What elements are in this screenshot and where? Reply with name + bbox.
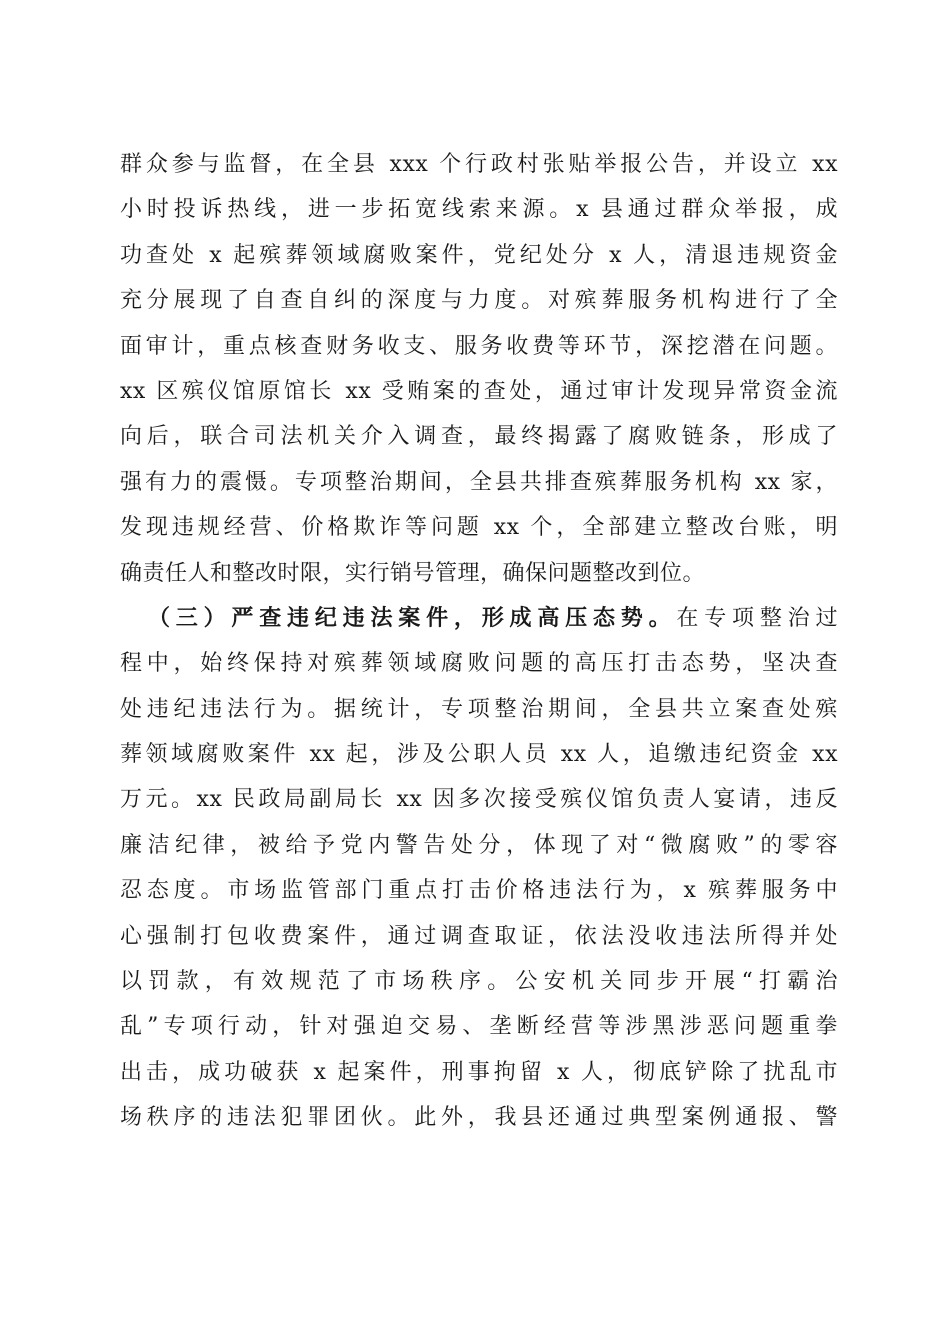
body-text	[120, 142, 838, 1141]
paragraph-line: 向后，联合司法机关介入调查，最终揭露了腐败链条，形成了	[120, 424, 838, 450]
paragraph-line: 小时投诉热线，进一步拓宽线索来源。x 县通过群众举报，成	[120, 197, 838, 223]
paragraph-line: 程中，始终保持对殡葬领域腐败问题的高压打击态势，坚决查	[120, 651, 838, 677]
section-first-line	[120, 596, 838, 641]
paragraph-line: 发现违规经营、价格欺诈等问题 xx 个，全部建立整改台账，明	[120, 515, 838, 541]
paragraph-line: 万元。xx 民政局副局长 xx 因多次接受殡仪馆负责人宴请，违反	[120, 787, 838, 813]
paragraph-line: 以罚款，有效规范了市场秩序。公安机关同步开展“打霸治	[120, 969, 838, 995]
section-first-line-text: 在专项整治过	[676, 605, 838, 631]
paragraph-line: 面审计，重点核查财务收支、服务收费等环节，深挖潜在问题。	[120, 333, 838, 359]
paragraph-line: 场秩序的违法犯罪团伙。此外，我县还通过典型案例通报、警	[120, 1105, 838, 1131]
paragraph-line: 乱”专项行动，针对强迫交易、垄断经营等涉黑涉恶问题重拳	[120, 1014, 838, 1040]
section-heading: （三）严查违纪违法案件，形成高压态势。	[148, 604, 677, 631]
paragraph-line: 强有力的震慑。专项整治期间，全县共排查殡葬服务机构 xx 家，	[120, 469, 838, 495]
paragraph-line: 出击，成功破获 x 起案件，刑事拘留 x 人，彻底铲除了扰乱市	[120, 1059, 838, 1085]
paragraph-line: 群众参与监督，在全县 xxx 个行政村张贴举报公告，并设立 xx	[120, 152, 838, 177]
paragraph-line: 功查处 x 起殡葬领域腐败案件，党纪处分 x 人，清退违规资金	[120, 242, 838, 268]
paragraph-line: 廉洁纪律，被给予党内警告处分，体现了对“微腐败”的零容	[120, 832, 838, 858]
paragraph-line: xx 区殡仪馆原馆长 xx 受贿案的查处，通过审计发现异常资金流	[120, 378, 838, 404]
paragraph-line: 充分展现了自查自纠的深度与力度。对殡葬服务机构进行了全	[120, 288, 838, 314]
paragraph-line: 忍态度。市场监管部门重点打击价格违法行为，x 殡葬服务中	[120, 878, 838, 904]
paragraph-line: 心强制打包收费案件，通过调查取证，依法没收违法所得并处	[120, 923, 838, 949]
paragraph-line: 葬领域腐败案件 xx 起，涉及公职人员 xx 人，追缴违纪资金 xx	[120, 742, 838, 768]
paragraph-line: 确责任人和整改时限，实行销号管理，确保问题整改到位。	[120, 560, 706, 586]
paragraph-line: 处违纪违法行为。据统计，专项整治期间，全县共立案查处殡	[120, 696, 838, 722]
